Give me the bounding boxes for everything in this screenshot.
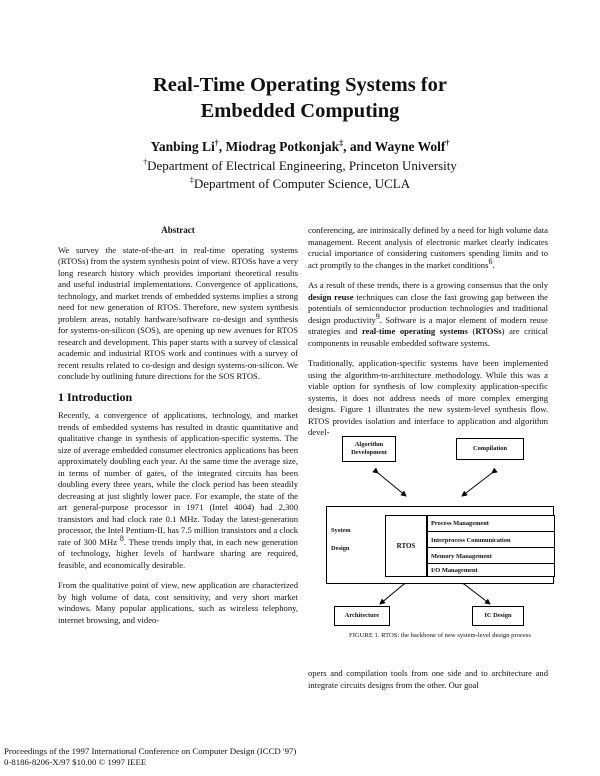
interprocess-communication-row: Interprocess Communication bbox=[428, 531, 554, 548]
right-paragraph-1 bbox=[308, 225, 548, 271]
affiliation-2-text: Department of Computer Science, UCLA bbox=[193, 176, 411, 191]
figure-caption: FIGURE 1. RTOS: the backbone of new system-level design process bbox=[349, 632, 531, 639]
process-management-row: Process Management bbox=[431, 520, 489, 527]
page-footer bbox=[4, 746, 296, 768]
arrow-rtos-ic bbox=[464, 584, 490, 604]
ic-design-box: IC Design bbox=[472, 606, 524, 626]
author-3-mark: † bbox=[445, 138, 450, 148]
compilation-box: Compilation bbox=[456, 438, 524, 460]
arrow-rtos-arch bbox=[380, 584, 404, 604]
affiliation-2 bbox=[0, 176, 600, 192]
algorithm-development-box: Algorithm Development bbox=[342, 436, 396, 462]
author-3: and Wayne Wolf bbox=[349, 139, 446, 154]
author-1: Yanbing Li bbox=[150, 139, 215, 154]
design-label: Design bbox=[331, 545, 350, 552]
right-p2-part-d: ( bbox=[467, 326, 476, 336]
rtos-services-box bbox=[427, 515, 555, 577]
right-p1-ref: 6 bbox=[488, 256, 493, 266]
intro-p1-part-a: Recently, a convergence of applications, technology, and market trends of embedded systems has resulted in drastic quantitative and qualitative change in synthesis of application-specific systems. The size of average embedded consumer electronics applications has been approximately doubling each year. At the same time the average size, in terms of number of gates, of the integrated circuits has been doubling every three years, while the clock period has been steadily decreasing at just slightly lower pace. For example, the state of the art general-purpose processor in 1971 (Intel 4004) had 2,300 transistors and had clock rate 0.1 MHz. Today the latest-generation processor, the Intel Pentium-II, has 7.5 million transistors and a clock rate of 300 MHz bbox=[58, 410, 298, 547]
right-p1-part-b: . bbox=[492, 259, 495, 270]
intro-paragraph-1 bbox=[58, 410, 298, 571]
right-paragraph-2 bbox=[308, 280, 548, 349]
right-p2-part-b: techniques can close the fast growing gap between the potentials of semiconductor production technologies and traditional design productivity bbox=[308, 291, 548, 325]
author-2-mark: ‡ bbox=[339, 138, 344, 148]
footer-line-2: 0-8186-8206-X/97 $10.00 © 1997 IEEE bbox=[4, 757, 147, 767]
abstract-heading: Abstract bbox=[161, 225, 195, 235]
paper-title bbox=[0, 72, 600, 124]
architecture-box: Architecture bbox=[334, 606, 390, 626]
rtos-term: real-time operating systems bbox=[362, 326, 468, 336]
intro-p1-ref: 8 bbox=[119, 533, 124, 543]
left-column bbox=[58, 225, 298, 635]
right-paragraph-3: Traditionally, application-specific systems have been implemented using the algorithm-to-architecture methodology. While this was a viable option for synthesis of low complexity application-specific systems, it does not address needs of more complex emerging designs. Figure 1 illustrates the new system-level synthesis flow. RTOS provides isolation and interface to application and algorithm devel- bbox=[308, 358, 548, 437]
affiliation-1-mark: † bbox=[143, 157, 148, 167]
affiliation-1 bbox=[0, 158, 600, 174]
right-p2-part-c: . Software is a major element of modern reuse strategies and bbox=[308, 314, 549, 336]
right-column bbox=[308, 225, 548, 448]
right-p1-part-a: conferencing, are intrinsically defined by a need for high volume data management. Recent analysis of electronic market clearly indicates crucial importance of considering customers spending limits and to act promptly to the changes in the market conditions bbox=[308, 225, 548, 270]
author-1-mark: † bbox=[214, 138, 219, 148]
title-line-1: Real-Time Operating Systems for bbox=[153, 74, 447, 96]
right-column-bottom bbox=[308, 668, 548, 700]
rtoss-term: RTOSs bbox=[475, 326, 502, 336]
arrow-compile-rtos bbox=[462, 473, 492, 496]
intro-paragraph-2: From the qualitative point of view, new application are characterized by high volume of data, cost sensitivity, and very short market windows. Many popular applications, such as wireless telephony, internet browsing, and video- bbox=[58, 580, 298, 625]
right-p2-ref: 9 bbox=[375, 311, 380, 321]
intro-p1-part-b: . These trends imply that, in each new generation of technology, higher levels of hardware sharing are required, feasible, and economically desirable. bbox=[58, 536, 298, 570]
footer-line-1: Proceedings of the 1997 International Conference on Computer Design (ICCD '97) bbox=[4, 746, 297, 756]
system-design-box bbox=[326, 506, 554, 584]
design-reuse-term: design reuse bbox=[308, 291, 354, 302]
system-label: System bbox=[331, 527, 351, 534]
right-p2-part-a: As a result of these trends, there is a growing consensus that the only bbox=[308, 280, 548, 290]
affiliation-1-text: Department of Electrical Engineering, Princeton University bbox=[147, 158, 457, 173]
arrow-algo-rtos bbox=[378, 473, 406, 496]
author-2: Miodrag Potkonjak bbox=[225, 139, 340, 154]
right-paragraph-4: opers and compilation tools from one side and to architecture and integrate circuits designs from the other. Our goal bbox=[308, 668, 548, 690]
author-list: Yanbing Li†, Miodrag Potkonjak‡, and Wayne Wolf† bbox=[150, 138, 450, 154]
figure-1 bbox=[322, 434, 558, 648]
rtos-box: RTOS bbox=[385, 515, 427, 577]
io-management-row: I/O Management bbox=[428, 563, 554, 577]
right-p2-part-e: ) are critical components in reusable embedded software systems. bbox=[308, 326, 548, 348]
affiliation-2-mark: ‡ bbox=[189, 175, 194, 185]
intro-heading: 1 Introduction bbox=[58, 389, 133, 404]
abstract-text: We survey the state-of-the-art in real-time operating systems (RTOSs) from the system synthesis point of view. RTOSs have a very long research history which provides important theoretical results and useful industrial implementations. Convergence of applications, technology, and market trends of embedded systems implies a strong need for new generation of RTOS. Therefore, new system synthesis problem areas, notably hardware/software co-design and synthesis for systems-on-silicon (SOS), are opening up new avenues for RTOS research and development. This paper starts with a survey of classical academic and industrial RTOS work and continues with a survey of recent results related to co-design and design systems-on-silicon. We conclude by outlining future directions for the SOS RTOS. bbox=[58, 244, 298, 381]
title-line-2: Embedded Computing bbox=[200, 100, 400, 122]
memory-management-row: Memory Management bbox=[428, 547, 554, 564]
